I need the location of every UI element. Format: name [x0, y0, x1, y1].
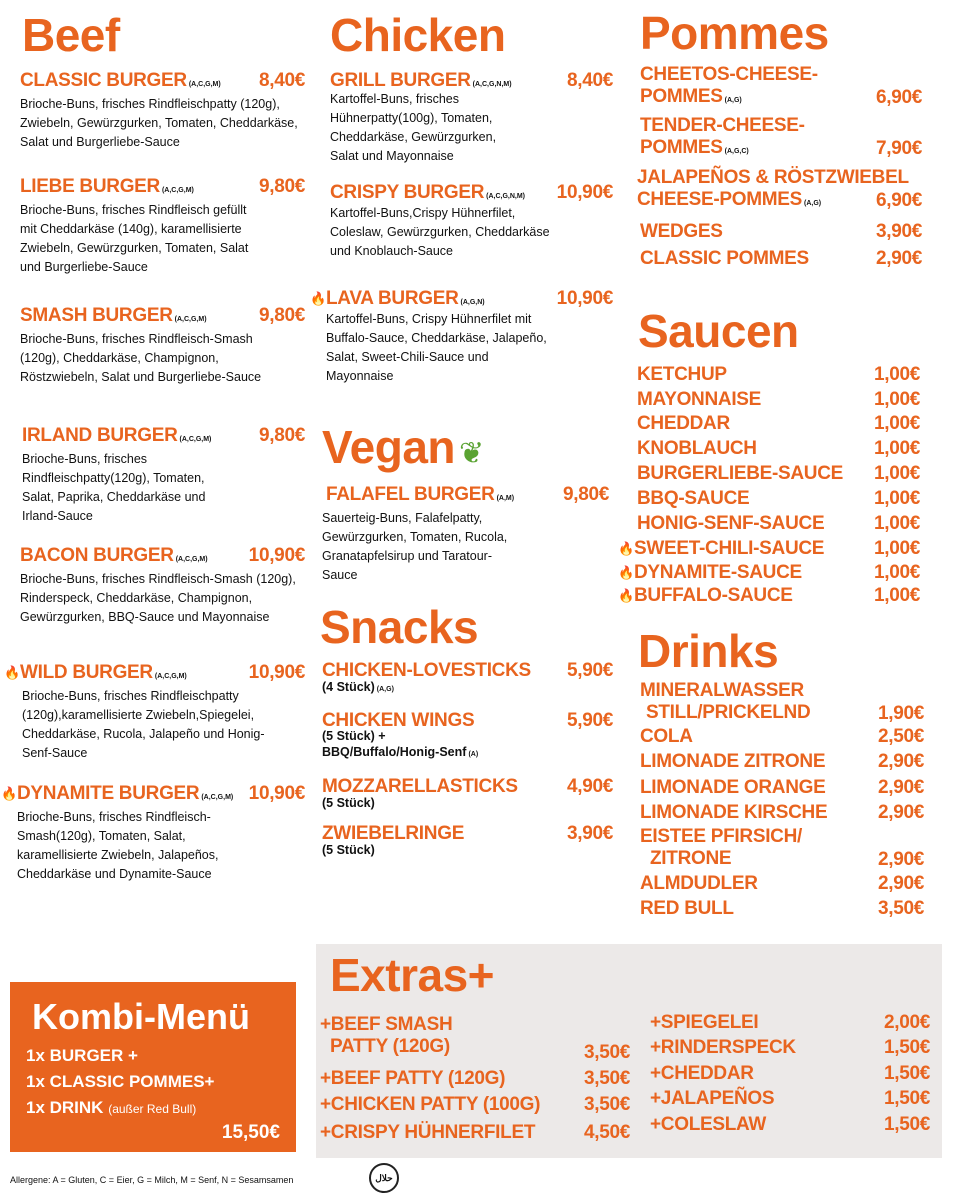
item-name: SWEET-CHILI-SAUCE	[634, 538, 825, 559]
drinks-heading: Drinks	[638, 625, 779, 677]
item-price: 10,90€	[248, 662, 305, 683]
item-name: CHEDDAR	[637, 413, 730, 434]
portion-text: (4 Stück)	[322, 679, 375, 694]
extra-item	[320, 1122, 630, 1147]
extra-item	[650, 1037, 930, 1062]
item-price: 2,90€	[877, 751, 924, 772]
item-name: +CHICKEN PATTY (100G)	[320, 1094, 541, 1115]
item-description: Brioche-Buns, frisches Rindfleisch gefüllt mit Cheddarkäse (140g), karamellisierte Zwiebeln, Gewürzgurken, Tomaten, Salat und Burgerliebe-Sauce	[20, 202, 249, 274]
item-price: 6,90€	[875, 87, 922, 108]
item-price: 3,50€	[583, 1068, 630, 1089]
beef-heading: Beef	[22, 9, 120, 61]
item-name: BURGERLIEBE-SAUCE	[637, 463, 844, 484]
item-name: ZWIEBELRINGE	[322, 823, 465, 844]
fire-icon: 🔥	[618, 588, 635, 603]
snacks-heading: Snacks	[320, 601, 479, 653]
item-name: CRISPY BURGER	[330, 182, 485, 203]
item-name-line1: JALAPEÑOS & RÖSTZWIEBEL	[637, 167, 909, 188]
extra-item	[650, 1063, 930, 1088]
leaf-icon: ❦	[459, 437, 485, 470]
allergen-codes: (A,G)	[724, 96, 742, 104]
allergen-codes: (A,C,G,M)	[175, 556, 208, 563]
item-price: 10,90€	[248, 545, 305, 566]
item-price: 1,00€	[873, 389, 920, 410]
item-price: 1,00€	[873, 562, 920, 583]
drink-item	[640, 726, 924, 751]
menu-item-smash-burger	[20, 305, 305, 387]
fire-icon: 🔥	[618, 541, 635, 556]
item-name: LIEBE BURGER	[20, 176, 160, 197]
menu-item-liebe-burger	[20, 176, 305, 277]
vegan-heading: Vegan	[322, 421, 456, 473]
item-price: 4,90€	[566, 776, 613, 797]
menu-item-lava-burger	[310, 288, 613, 386]
item-name: COLA	[640, 726, 693, 747]
item-price: 1,50€	[883, 1088, 930, 1109]
pommes-heading: Pommes	[640, 7, 829, 59]
allergen-codes: (A,C,G,N,M)	[486, 193, 526, 200]
snack-mozzarellasticks	[322, 776, 613, 813]
item-price: 10,90€	[556, 182, 613, 203]
allergen-codes: (A,C,G,M)	[154, 673, 187, 680]
extras-heading: Extras+	[330, 949, 495, 1001]
item-name-line1: EISTEE PFIRSICH/	[640, 826, 803, 847]
item-name: +JALAPEÑOS	[650, 1088, 775, 1109]
allergen-codes: (A)	[468, 750, 479, 758]
item-price: 9,80€	[258, 305, 305, 326]
pommes-classic	[640, 248, 922, 273]
kombi-menu-box	[10, 982, 296, 1152]
item-description: Kartoffel-Buns, frisches Hühnerpatty(100g), Tomaten, Cheddarkäse, Gewürzgurken, Salat und Mayonnaise	[330, 91, 497, 163]
sauce-options-text: BBQ/Buffalo/Honig-Senf	[322, 744, 467, 759]
item-price: 1,50€	[883, 1114, 930, 1135]
item-price: 5,90€	[566, 660, 613, 681]
item-name-line1: +BEEF SMASH	[320, 1014, 453, 1035]
item-name-line2: POMMES	[640, 136, 723, 158]
item-name: WILD BURGER	[20, 662, 153, 683]
item-portion: (5 Stück) +	[322, 728, 386, 743]
item-name: LIMONADE KIRSCHE	[640, 802, 828, 823]
extras-box	[316, 944, 942, 1158]
item-price: 2,00€	[883, 1012, 930, 1033]
drink-item	[640, 873, 924, 898]
allergen-codes: (A,G)	[804, 199, 822, 207]
drink-item	[640, 680, 924, 724]
snack-chicken-wings	[322, 710, 613, 763]
item-name: +COLESLAW	[650, 1114, 767, 1135]
item-price: 1,00€	[873, 438, 920, 459]
item-price: 1,00€	[873, 585, 920, 606]
item-description: Brioche-Buns, frisches Rindfleischpatty (120g), Zwiebeln, Gewürzgurken, Tomaten, Cheddarkäse, Salat und Burgerliebe-Sauce	[20, 96, 298, 149]
item-name: CLASSIC POMMES	[640, 248, 809, 269]
item-price: 1,50€	[883, 1063, 930, 1084]
item-name-line2: POMMES	[640, 85, 723, 107]
item-name: FALAFEL BURGER	[326, 484, 495, 505]
menu-item-classic-burger	[20, 70, 305, 152]
allergen-legend: Allergene: A = Gluten, C = Eier, G = Milch, M = Senf, N = Sesamsamen	[10, 1175, 294, 1185]
fire-icon: 🔥	[1, 786, 18, 801]
item-name: ALMDUDLER	[640, 873, 758, 894]
item-name: +BEEF PATTY (120G)	[320, 1068, 506, 1089]
item-description: Brioche-Buns, frisches Rindfleisch-Smash(120g), Tomaten, Salat, karamellisierte Zwiebeln, Jalapeños, Cheddarkäse und Dynamite-Sauce	[17, 809, 219, 881]
item-price: 10,90€	[248, 783, 305, 804]
item-name: IRLAND BURGER	[22, 425, 178, 446]
saucen-heading: Saucen	[638, 305, 799, 357]
item-price: 1,50€	[883, 1037, 930, 1058]
item-price: 7,90€	[875, 138, 922, 159]
sauce-item	[637, 364, 920, 389]
item-price: 9,80€	[258, 425, 305, 446]
drink-item	[640, 826, 924, 870]
item-name: BBQ-SAUCE	[637, 488, 750, 509]
item-name: WEDGES	[640, 221, 723, 242]
item-name: +RINDERSPECK	[650, 1037, 796, 1058]
item-name: LIMONADE ORANGE	[640, 777, 826, 798]
fire-icon: 🔥	[618, 565, 635, 580]
extra-item	[650, 1114, 930, 1139]
halal-logo: حلال	[369, 1163, 399, 1193]
allergen-codes: (A,C,G,M)	[174, 316, 207, 323]
item-price: 8,40€	[566, 70, 613, 91]
item-price: 1,00€	[873, 538, 920, 559]
sauce-item	[637, 513, 920, 538]
item-price: 2,50€	[877, 726, 924, 747]
pommes-cheetos	[640, 64, 922, 108]
allergen-codes: (A,C,G,M)	[161, 187, 194, 194]
item-name: RED BULL	[640, 898, 734, 919]
item-price: 9,80€	[258, 176, 305, 197]
item-price: 3,50€	[583, 1042, 630, 1063]
item-name: BUFFALO-SAUCE	[634, 585, 793, 606]
pommes-jalapenos	[637, 167, 922, 211]
menu-item-bacon-burger	[20, 545, 305, 627]
item-price: 3,90€	[875, 221, 922, 242]
item-price: 9,80€	[562, 484, 609, 505]
extra-item	[650, 1012, 930, 1037]
sauce-item	[618, 585, 920, 610]
pommes-wedges	[640, 221, 922, 246]
kombi-line-burger: 1x BURGER +	[26, 1046, 138, 1065]
item-price: 1,90€	[877, 703, 924, 724]
item-price: 8,40€	[258, 70, 305, 91]
item-description: Sauerteig-Buns, Falafelpatty, Gewürzgurken, Tomaten, Rucola, Granatapfelsirup und Taratour-Sauce	[322, 510, 508, 582]
extra-item	[320, 1094, 630, 1119]
allergen-codes: (A,C,G,M)	[179, 436, 212, 443]
kombi-drink-text: 1x DRINK	[26, 1098, 104, 1117]
pommes-tender	[640, 115, 922, 159]
chicken-heading: Chicken	[330, 9, 506, 61]
item-price: 2,90€	[877, 849, 924, 870]
item-name: +CHEDDAR	[650, 1063, 754, 1084]
item-sauce-options	[322, 744, 613, 763]
item-name: CHICKEN WINGS	[322, 710, 475, 731]
snack-chicken-lovesticks	[322, 660, 613, 699]
item-description: Brioche-Buns, frisches Rindfleisch-Smash (120g), Rinderspeck, Cheddarkäse, Champignon, Gewürzgurken, BBQ-Sauce und Mayonnaise	[20, 571, 296, 624]
allergen-codes: (A,M)	[496, 495, 515, 502]
item-name: KNOBLAUCH	[637, 438, 757, 459]
sauce-item	[637, 438, 920, 463]
item-price: 5,90€	[566, 710, 613, 731]
item-price: 3,50€	[877, 898, 924, 919]
fire-icon: 🔥	[310, 291, 327, 306]
item-name: DYNAMITE BURGER	[17, 783, 200, 804]
item-description: Brioche-Buns, frisches Rindfleischpatty(120g), Tomaten, Salat, Paprika, Cheddarkäse und Irland-Sauce	[22, 451, 206, 523]
allergen-codes: (A,C,G,N,M)	[472, 81, 512, 88]
item-price: 2,90€	[877, 777, 924, 798]
item-name-line1: CHEETOS-CHEESE-	[640, 64, 818, 85]
item-price: 2,90€	[875, 248, 922, 269]
drink-item	[640, 802, 924, 827]
extra-item	[320, 1068, 630, 1093]
sauce-item	[618, 538, 920, 563]
menu-item-dynamite-burger	[1, 783, 305, 884]
item-name: CHICKEN-LOVESTICKS	[322, 660, 531, 681]
sauce-item	[637, 413, 920, 438]
menu-item-crispy-burger	[330, 182, 613, 261]
kombi-line-pommes: 1x CLASSIC POMMES+	[26, 1072, 215, 1091]
extra-item	[650, 1088, 930, 1113]
fire-icon: 🔥	[4, 665, 21, 680]
item-name: +SPIEGELEI	[650, 1012, 759, 1033]
menu-item-irland-burger	[22, 425, 305, 526]
menu-item-falafel-burger	[322, 484, 613, 585]
kombi-drink-note: (außer Red Bull)	[108, 1102, 197, 1116]
item-name-line2: STILL/PRICKELND	[646, 701, 811, 723]
item-name-line1: TENDER-CHEESE-	[640, 115, 805, 136]
menu-item-grill-burger	[330, 70, 613, 166]
item-description: Kartoffel-Buns,Crispy Hühnerfilet, Coleslaw, Gewürzgurken, Cheddarkäse und Knoblauch-Sauce	[330, 205, 550, 258]
item-name: CLASSIC BURGER	[20, 70, 187, 91]
item-name: MAYONNAISE	[637, 389, 762, 410]
item-name: MOZZARELLASTICKS	[322, 776, 518, 797]
item-portion: (5 Stück)	[322, 842, 375, 857]
item-name: HONIG-SENF-SAUCE	[637, 513, 825, 534]
sauce-item	[637, 488, 920, 513]
kombi-price: 15,50€	[221, 1122, 280, 1143]
allergen-codes: (A,C,G,M)	[201, 794, 234, 801]
menu-item-wild-burger	[4, 662, 305, 763]
item-price: 3,50€	[583, 1094, 630, 1115]
kombi-line-drink	[26, 1098, 196, 1118]
item-price: 4,50€	[583, 1122, 630, 1143]
item-name: SMASH BURGER	[20, 305, 173, 326]
allergen-codes: (A,C,G,M)	[188, 81, 221, 88]
allergen-codes: (A,G,N)	[460, 299, 485, 306]
sauce-item	[637, 463, 920, 488]
item-price: 1,00€	[873, 463, 920, 484]
item-name: GRILL BURGER	[330, 70, 471, 91]
allergen-codes: (A,G)	[376, 685, 394, 693]
item-name-line2: CHEESE-POMMES	[637, 188, 803, 210]
vegan-heading-row	[322, 421, 485, 473]
drink-item	[640, 751, 924, 776]
item-price: 3,90€	[566, 823, 613, 844]
item-description: Brioche-Buns, frisches Rindfleisch-Smash (120g), Cheddarkäse, Champignon, Röstzwiebeln, Salat und Burgerliebe-Sauce	[20, 331, 262, 384]
item-description: Kartoffel-Buns, Crispy Hühnerfilet mit Buffalo-Sauce, Cheddarkäse, Jalapeño, Salat, Sweet-Chili-Sauce und Mayonnaise	[326, 311, 547, 383]
sauce-item	[637, 389, 920, 414]
item-name-line2: ZITRONE	[650, 847, 732, 869]
snack-zwiebelringe	[322, 823, 613, 860]
item-price: 1,00€	[873, 488, 920, 509]
item-price: 10,90€	[556, 288, 613, 309]
item-portion: (5 Stück)	[322, 795, 375, 810]
allergen-codes: (A,G,C)	[724, 147, 749, 155]
item-price: 2,90€	[877, 873, 924, 894]
drink-item	[640, 898, 924, 923]
item-name: LIMONADE ZITRONE	[640, 751, 826, 772]
item-name-line1: MINERALWASSER	[640, 680, 804, 701]
item-price: 1,00€	[873, 513, 920, 534]
sauce-item	[618, 562, 920, 587]
item-name: DYNAMITE-SAUCE	[634, 562, 802, 583]
item-name-line2: PATTY (120G)	[330, 1035, 450, 1057]
item-price: 1,00€	[873, 413, 920, 434]
item-price: 6,90€	[875, 190, 922, 211]
item-name: KETCHUP	[637, 364, 727, 385]
item-name: +CRISPY HÜHNERFILET	[320, 1122, 536, 1143]
item-name: LAVA BURGER	[326, 288, 459, 309]
item-name: BACON BURGER	[20, 545, 174, 566]
item-price: 1,00€	[873, 364, 920, 385]
item-description: Brioche-Buns, frisches Rindfleischpatty (120g),karamellisierte Zwiebeln,Spiegelei, Cheddarkäse, Rucola, Jalapeño und Honig-Senf-Sauce	[22, 688, 265, 760]
kombi-title: Kombi-Menü	[32, 996, 250, 1037]
extra-item	[320, 1014, 630, 1063]
drink-item	[640, 777, 924, 802]
item-price: 2,90€	[877, 802, 924, 823]
